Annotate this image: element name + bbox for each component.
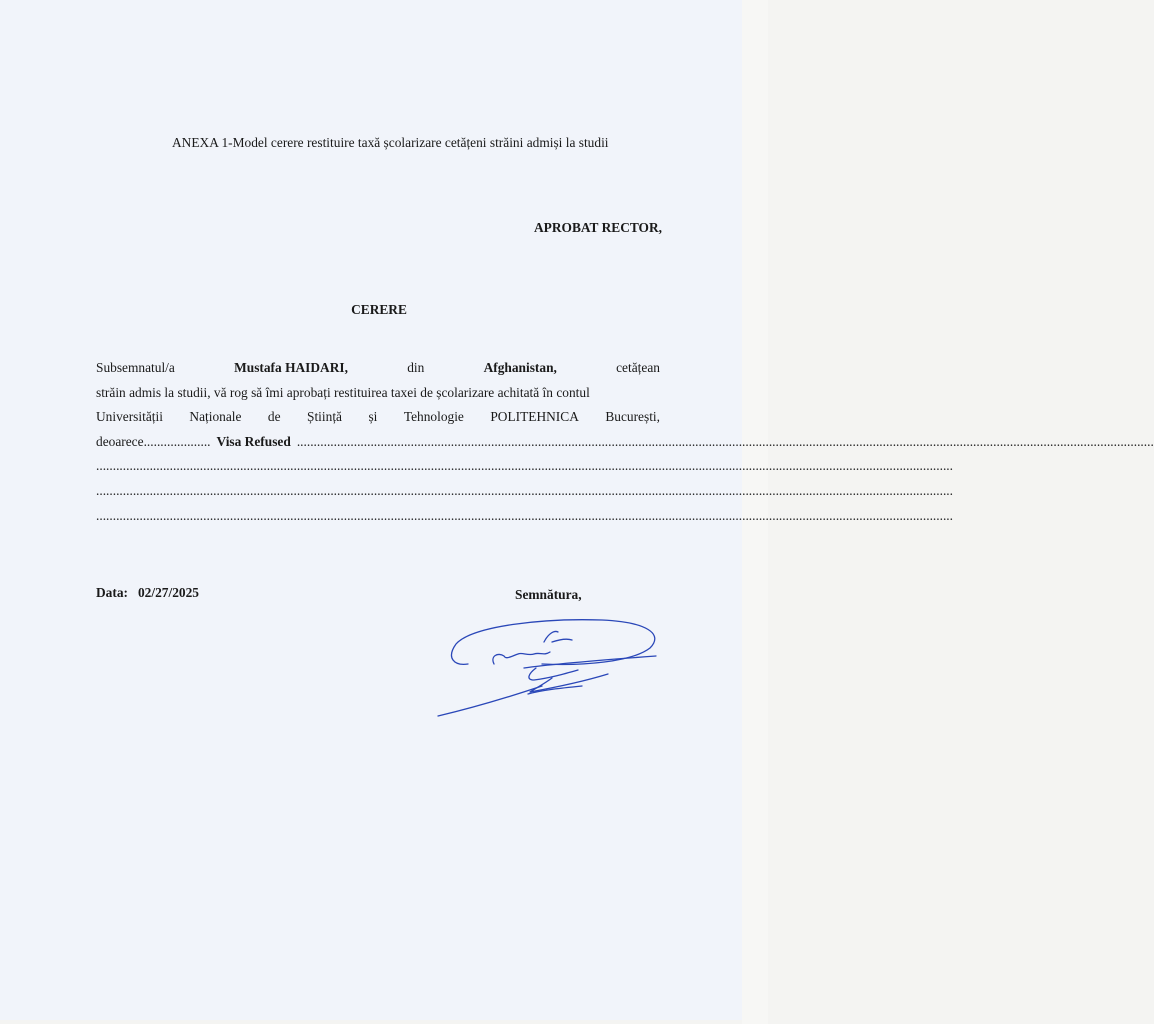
- university-word: Știință: [307, 409, 342, 425]
- request-line-3: [96, 405, 660, 430]
- university-word: Universității: [96, 409, 163, 425]
- university-word: și: [368, 409, 378, 425]
- country-value: Afghanistan,: [483, 360, 557, 375]
- handwritten-signature: [432, 612, 672, 727]
- dotted-fill: ................................................................................................................................................................................................................................................................: [96, 482, 953, 498]
- signature-label: Semnătura,: [515, 587, 582, 602]
- request-line-4: [96, 430, 1154, 455]
- date-value: 02/27/2025: [137, 585, 199, 600]
- request-line-1: [96, 356, 660, 381]
- dotted-fill: ................................................................................................................................................................................................................................................................: [96, 458, 953, 474]
- university-word: POLITEHNICA: [490, 409, 579, 425]
- dotted-line: [96, 504, 953, 529]
- dotted-fill: ................................................................................................................................................................................................................................................................: [96, 507, 953, 523]
- university-word: București,: [605, 409, 660, 425]
- dotted-line: [96, 454, 953, 479]
- approval-label: APROBAT RECTOR,: [534, 220, 662, 235]
- citizen-label: cetățean: [616, 360, 660, 375]
- request-text-line-2: străin admis la studii, vă rog să îmi aprobați restituirea taxei de școlarizare achitată în contul: [96, 384, 590, 400]
- document-title: CERERE: [351, 302, 407, 317]
- undersigned-label: Subsemnatul/a: [96, 360, 175, 375]
- university-word: de: [267, 409, 281, 425]
- refund-reason: Visa Refused: [216, 433, 291, 449]
- applicant-name: Mustafa HAIDARI,: [234, 360, 348, 375]
- request-line-2: [96, 381, 660, 406]
- reason-dotted-line: ................................................................................................................................................................................................................................................................: [296, 433, 1154, 449]
- date-block: [96, 585, 199, 601]
- university-word: Naționale: [189, 409, 242, 425]
- annex-title: ANEXA 1-Model cerere restituire taxă școlarizare cetățeni străini admiși la studii: [172, 135, 609, 150]
- from-label: din: [407, 360, 425, 375]
- because-label: deoarece....................: [96, 433, 211, 449]
- dotted-line: [96, 479, 953, 504]
- date-label: Data:: [96, 585, 128, 600]
- request-paragraph: [96, 356, 1154, 528]
- university-word: Tehnologie: [403, 409, 464, 425]
